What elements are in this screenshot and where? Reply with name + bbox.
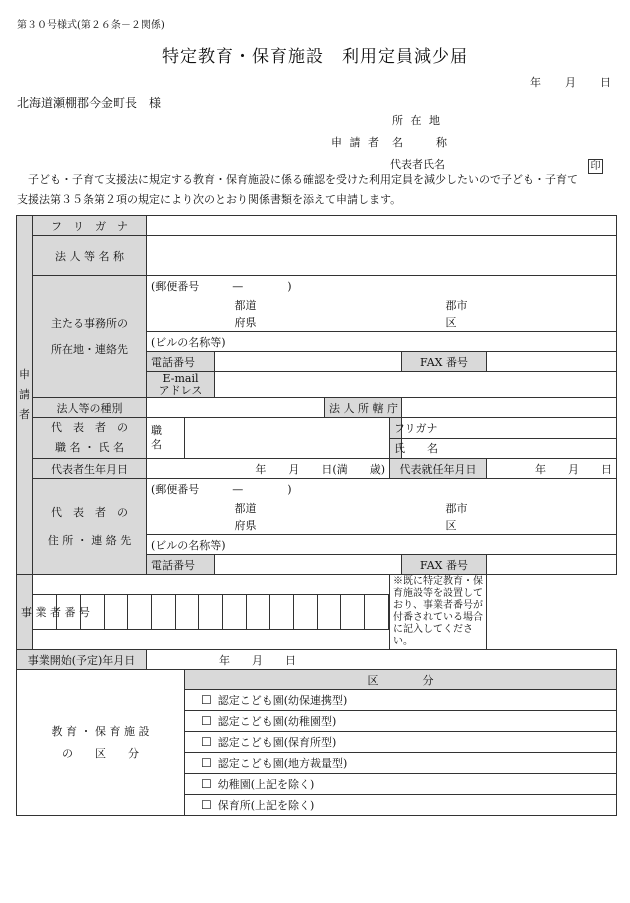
furigana-label: フ リ ガ ナ (33, 216, 147, 236)
statement-line-1: 子ども・子育て支援法に規定する教育・保育施設に係る確認を受けた利用定員を減少したいので子ども・子育て (17, 173, 578, 186)
representative-label: 代表者氏名 (390, 158, 445, 171)
category-option[interactable]: ☐ 保育所(上記を除く) (185, 795, 617, 816)
digit-box (151, 595, 175, 630)
office-city-2: 区 (402, 314, 617, 332)
checkbox-icon[interactable]: ☐ (201, 693, 212, 707)
checkbox-icon[interactable]: ☐ (201, 714, 212, 728)
category-option[interactable]: ☐ 認定こども園(幼稚園型) (185, 711, 617, 732)
application-statement (17, 170, 615, 210)
rep-address-label: 代 表 者 の 住 所 ・ 連 絡 先 (33, 479, 147, 575)
checkbox-icon[interactable]: ☐ (201, 735, 212, 749)
digit-box (104, 595, 128, 630)
category-option[interactable]: ☐ 認定こども園(幼保連携型) (185, 690, 617, 711)
start-date-label: 事業開始(予定)年月日 (17, 650, 147, 670)
office-pref-1: 都道 (234, 298, 257, 312)
rep-job-label: 職 名 (147, 418, 185, 459)
office-fax-label: FAX 番号 (402, 352, 487, 372)
date-month: 月 (565, 76, 576, 89)
corp-name-label: 法 人 等 名 称 (33, 236, 147, 276)
birthdate-label: 代表者生年月日 (33, 459, 147, 479)
category-option[interactable]: ☐ 幼稚園(上記を除く) (185, 774, 617, 795)
rep-name-label: 氏 名 (390, 438, 402, 459)
rep-pref-1: 都道 (234, 501, 257, 515)
appointment-field[interactable]: 年 月 日 (487, 459, 617, 479)
checkbox-icon[interactable]: ☐ (201, 798, 212, 812)
date-day: 日 (600, 76, 611, 89)
digit-box (246, 595, 270, 630)
digit-box (270, 595, 294, 630)
statement-line-2: 支援法第３５条第２項の規定により次のとおり関係書類を添えて申請します。 (17, 193, 402, 206)
application-form-table (16, 215, 617, 816)
furigana-field[interactable] (147, 216, 617, 236)
applicant-side-label: 申 請 者 (17, 216, 33, 575)
rep-pref-2: 府県 (215, 517, 402, 535)
addressee: 北海道瀬棚郡今金町長 様 (17, 96, 162, 110)
rep-postal[interactable]: (郵便番号 — ) (147, 479, 617, 499)
digit-box (317, 595, 341, 630)
digit-box (175, 595, 199, 630)
office-postal[interactable]: (郵便番号 — ) (147, 276, 617, 296)
facility-category-label: 教 育 ・ 保 育 施 設 の 区 分 (17, 670, 185, 816)
category-option[interactable]: ☐ 認定こども園(保育所型) (185, 732, 617, 753)
business-number-note: ※既に特定教育・保育施設等を設置しており、事業者番号が付番されている場合に記入してください。 (390, 575, 487, 650)
start-date-field[interactable]: 年 月 日 (147, 650, 617, 670)
checkbox-icon[interactable]: ☐ (201, 756, 212, 770)
digit-box (128, 595, 152, 630)
rep-fax-label: FAX 番号 (402, 555, 487, 575)
rep-title-label: 代 表 者 の 職 名 ・ 氏 名 (33, 418, 147, 459)
office-email-label: E-mail アドレス (147, 372, 215, 398)
rep-furigana-label: フリガナ (390, 418, 402, 439)
page-title: 特定教育・保育施設 利用定員減少届 (162, 47, 468, 67)
office-pref-2: 府県 (215, 314, 402, 332)
business-number-label: 事 業 者 番 号 (17, 575, 33, 650)
rep-fax-field[interactable] (487, 555, 617, 575)
office-fax-field[interactable] (487, 352, 617, 372)
corp-type-field[interactable] (147, 398, 325, 418)
corp-type-label: 法人等の種別 (33, 398, 147, 418)
office-email-field[interactable] (215, 372, 617, 398)
authority-label: 法 人 所 轄 庁 (325, 398, 402, 418)
digit-box (341, 595, 365, 630)
category-option[interactable]: ☐ 認定こども園(地方裁量型) (185, 753, 617, 774)
digit-box (294, 595, 318, 630)
corp-name-field[interactable] (147, 236, 617, 276)
rep-building[interactable]: (ビルの名称等) (147, 535, 617, 555)
rep-city-2: 区 (402, 517, 617, 535)
office-label: 主たる事務所の 所在地・連絡先 (33, 276, 147, 398)
appointment-label: 代表就任年月日 (390, 459, 487, 479)
rep-phone-label: 電話番号 (147, 555, 215, 575)
office-phone-label: 電話番号 (147, 352, 215, 372)
applicant-label: 申 請 者 (331, 136, 381, 149)
form-number: 第３０号様式(第２６条－２関係) (17, 20, 165, 31)
location-label: 所 在 地 (392, 114, 442, 127)
category-header: 区 分 (185, 670, 617, 690)
date-year: 年 (530, 76, 541, 89)
rep-phone-field[interactable] (215, 555, 402, 575)
office-building[interactable]: (ビルの名称等) (147, 332, 617, 352)
digit-box (365, 595, 389, 630)
seal-mark: 印 (588, 154, 603, 174)
rep-job-field[interactable] (185, 418, 390, 459)
checkbox-icon[interactable]: ☐ (201, 777, 212, 791)
authority-field[interactable] (402, 398, 617, 418)
office-phone-field[interactable] (215, 352, 402, 372)
digit-box (223, 595, 247, 630)
rep-city-1: 郡市 (402, 499, 617, 517)
birthdate-field[interactable]: 年 月 日(満 歳) (147, 459, 390, 479)
name-label: 名 称 (392, 136, 447, 149)
digit-box (199, 595, 223, 630)
office-city-1: 郡市 (402, 296, 617, 314)
